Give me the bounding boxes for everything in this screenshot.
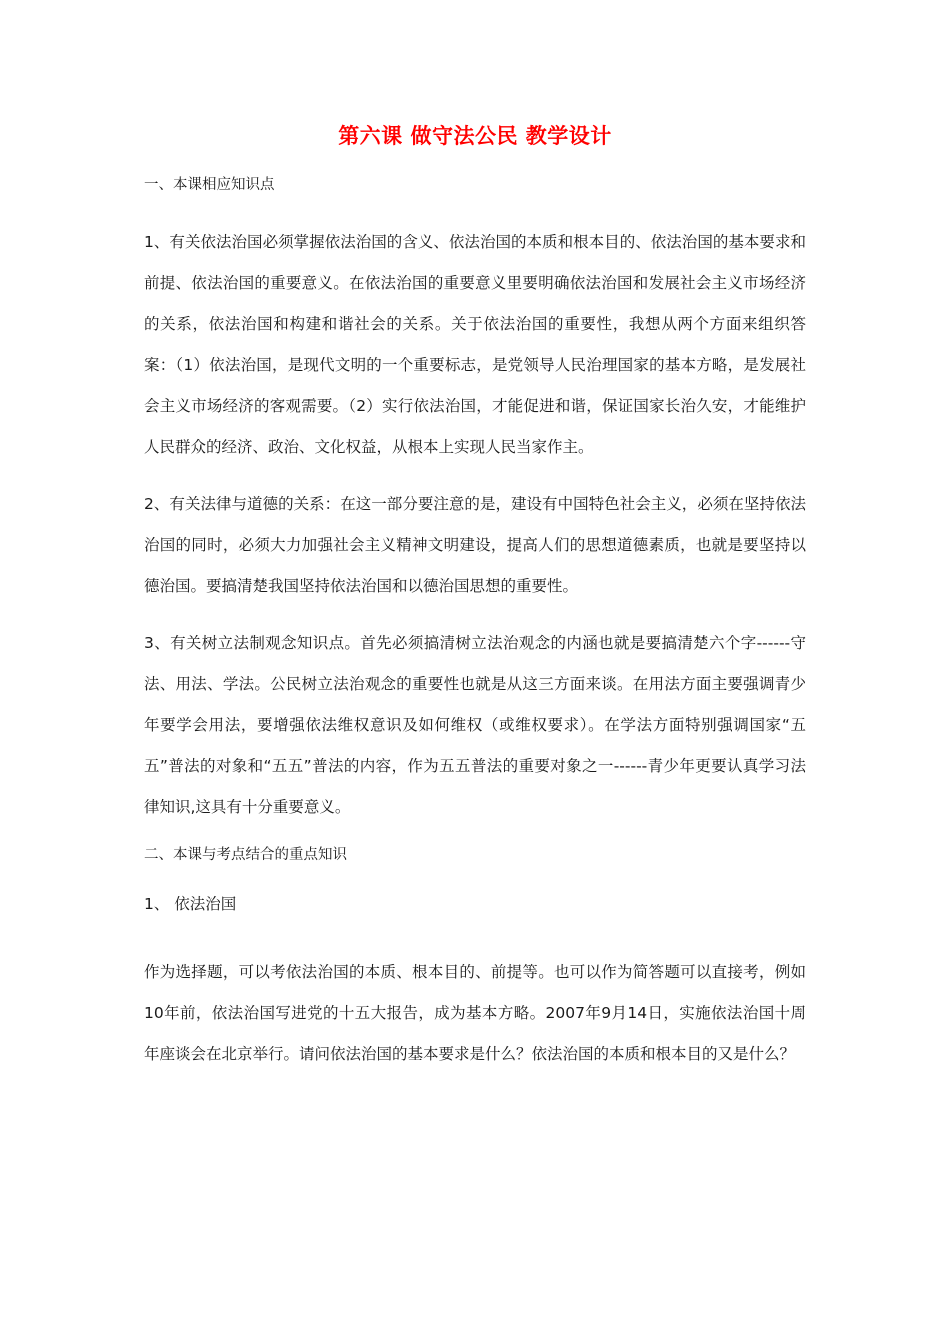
- paragraph-rule-of-law: 1、有关依法治国必须掌握依法治国的含义、依法治国的本质和根本目的、依法治国的基本要求和前提、依法治国的重要意义。在依法治国的重要意义里要明确依法治国和发展社会主义市场经济的关系，依法治国和构建和谐社会的关系。关于依法治国的重要性，我想从两个方面来组织答案：（1）依法治国，是现代文明的一个重要标志，是党领导人民治理国家的基本方略，是发展社会主义市场经济的客观需要。（2）实行依法治国，才能促进和谐，保证国家长治久安，才能维护人民群众的经济、政治、文化权益，从根本上实现人民当家作主。: [144, 233, 806, 456]
- subheading-rule-of-law: 1、 依法治国: [144, 895, 237, 913]
- document-title: 第六课 做守法公民 教学设计: [338, 123, 612, 148]
- paragraph-exam-example: 作为选择题，可以考依法治国的本质、根本目的、前提等。也可以作为简答题可以直接考，例如10年前，依法治国写进党的十五大报告，成为基本方略。2007年9月14日，实施依法治国十周年座谈会在北京举行。请问依法治国的基本要求是什么？依法治国的本质和根本目的又是什么？: [144, 963, 806, 1063]
- section-heading-exam-points: 二、本课与考点结合的重点知识: [144, 847, 347, 863]
- paragraph-legal-awareness: 3、有关树立法制观念知识点。首先必须搞清树立法治观念的内涵也就是要搞清楚六个字------守法、用法、学法。公民树立法治观念的重要性也就是从这三方面来谈。在用法方面主要强调青少年要学会用法，要增强依法维权意识及如何维权（或维权要求）。在学法方面特别强调国家“五五”普法的对象和“五五”普法的内容，作为五五普法的重要对象之一------青少年更要认真学习法律知识,这具有十分重要意义。: [144, 634, 806, 816]
- section-heading-knowledge-points: 一、本课相应知识点: [144, 177, 275, 193]
- paragraph-law-and-morality: 2、有关法律与道德的关系：在这一部分要注意的是，建设有中国特色社会主义，必须在坚持依法治国的同时，必须大力加强社会主义精神文明建设，提高人们的思想道德素质，也就是要坚持以德治国。要搞清楚我国坚持依法治国和以德治国思想的重要性。: [144, 495, 806, 595]
- document-page: [144, 118, 806, 1091]
